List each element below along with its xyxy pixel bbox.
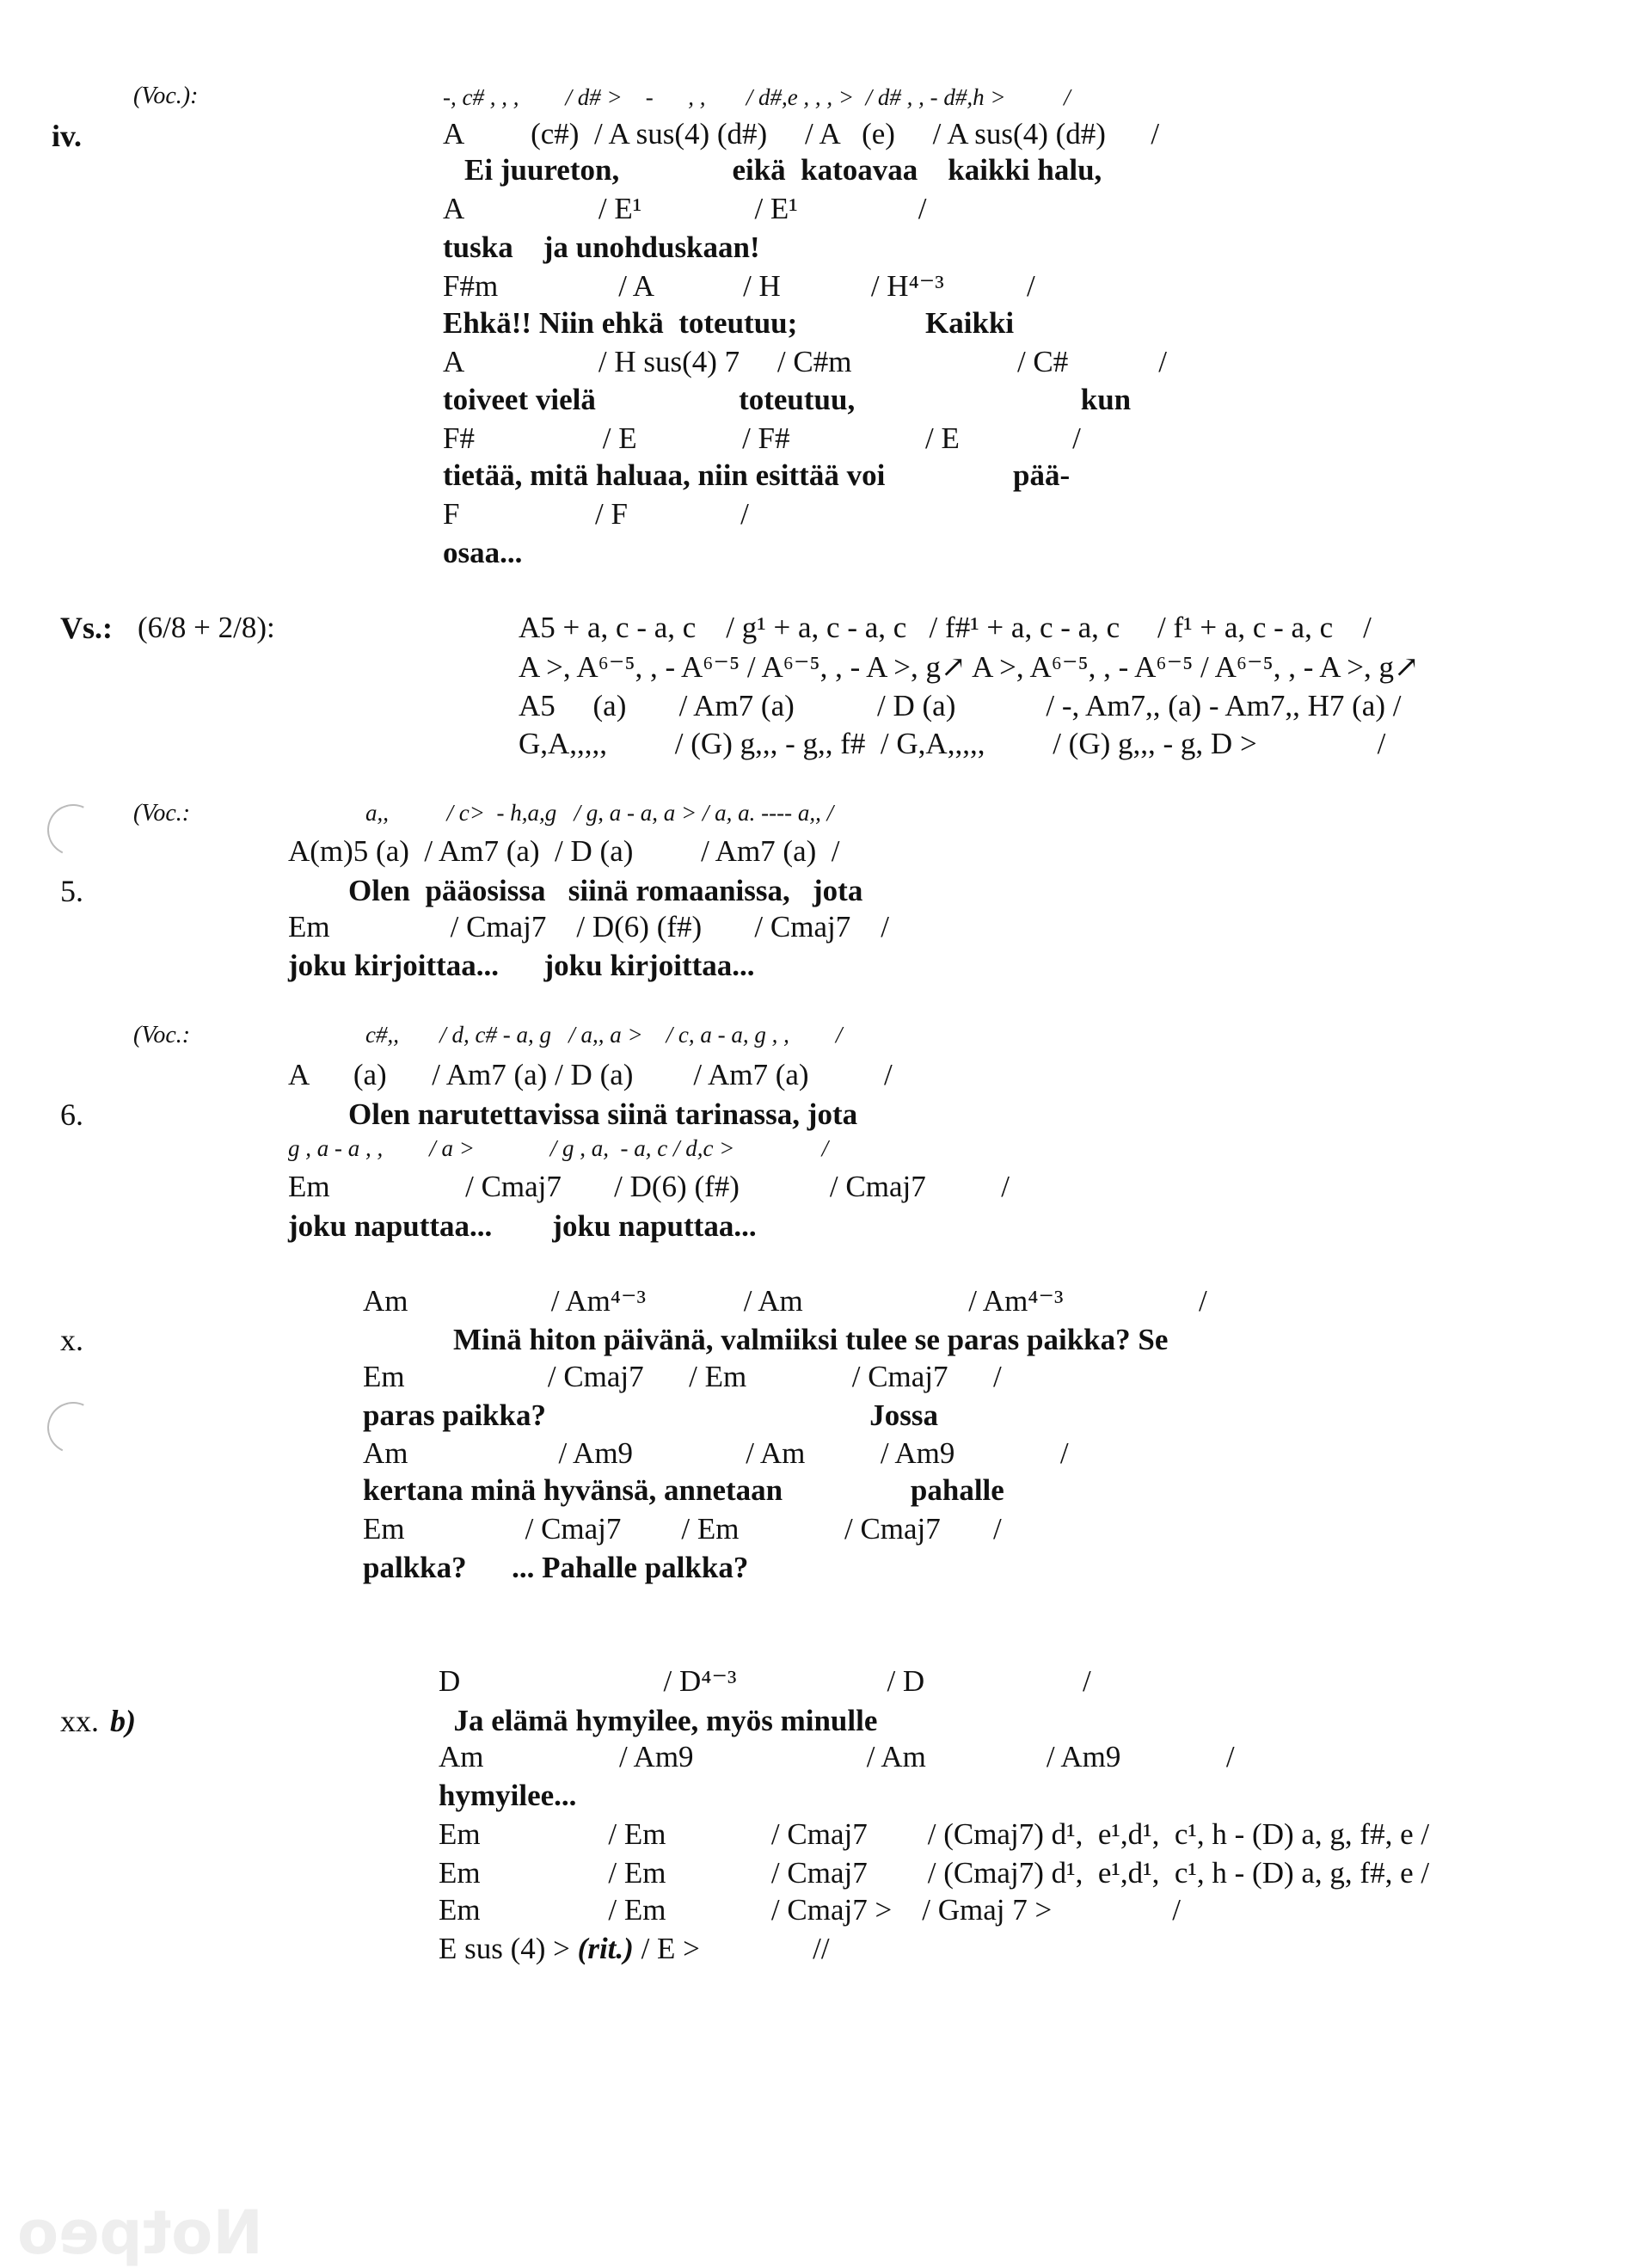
chord-line: F# / E / F# / E / (443, 421, 1081, 455)
chord-line: A / E¹ / E¹ / (443, 192, 927, 225)
vs-row: A >, A⁶⁻⁵, , - A⁶⁻⁵ / A⁶⁻⁵, , - A >, g↗ A >, A⁶⁻⁵, , - A⁶⁻⁵ / A⁶⁻⁵, , - A >, g↗ (519, 650, 1420, 684)
chord-line: Am / Am9 / Am / Am9 / (439, 1740, 1235, 1773)
section-label-vs: Vs.: (60, 611, 113, 645)
lyric-line: Olen narutettavissa siinä tarinassa, jota (288, 1097, 858, 1131)
chord-line: F#m / A / H / H⁴⁻³ / (443, 269, 1035, 303)
chord-line: Em / Cmaj7 / Em / Cmaj7 / (363, 1512, 1002, 1546)
lyric-line: toiveet vielä toteutuu, kun (443, 383, 1132, 416)
section-label-6: 6. (60, 1097, 83, 1132)
chord-line: A / H sus(4) 7 / C#m / C# / (443, 345, 1167, 378)
voc-label-5: (Voc.: (133, 800, 191, 827)
melody-line-6a: c#,, / d, c# - a, g / a,, a > / c, a - a, g , , / (365, 1022, 843, 1048)
lyric-line: Ei juureton, eikä katoavaa kaikki halu, (464, 153, 1102, 187)
melody-line-iv: -, c# , , , / d# > - , , / d#,e , , , > / d# , , - d#,h > / (443, 84, 1071, 110)
lyric-line: paras paikka? Jossa (363, 1398, 938, 1432)
chord-line: Em / Cmaj7 / D(6) (f#) / Cmaj7 / (288, 910, 889, 943)
lyric-line: osaa... (443, 536, 523, 569)
melody-line-5: a,, / c> - h,a,g / g, a - a, a > / a, a. ---- a,, / (365, 800, 834, 826)
chord-line: Em / Cmaj7 / Em / Cmaj7 / (363, 1360, 1002, 1393)
lyric-line: Ehkä!! Niin ehkä toteutuu; Kaikki (443, 306, 1015, 340)
section-sublabel-b: b) (110, 1704, 136, 1738)
lyric-line: tuska ja unohduskaan! (443, 230, 760, 264)
lyric-line: joku naputtaa... joku naputtaa... (288, 1209, 757, 1243)
chord-line: A (a) / Am7 (a) / D (a) / Am7 (a) / (288, 1058, 893, 1091)
final-line (439, 1933, 830, 1964)
section-label-x: x. (60, 1323, 83, 1357)
chord-line: F / F / (443, 497, 749, 531)
chord-line: A(m)5 (a) / Am7 (a) / D (a) / Am7 (a) / (288, 834, 840, 868)
lyric-line: joku kirjoittaa... joku kirjoittaa... (288, 949, 755, 982)
lyric-line: Minä hiton päivänä, valmiiksi tulee se paras paikka? Se (363, 1323, 1169, 1356)
vs-row: A5 (a) / Am7 (a) / D (a) / -, Am7,, (a) - Am7,, H7 (a) / (519, 689, 1402, 722)
chord-line: D / D⁴⁻³ / D / (439, 1664, 1091, 1698)
section-label-5: 5. (60, 874, 83, 908)
rit-marking: (rit.) (577, 1932, 634, 1965)
final-chord: E sus (4) > (439, 1932, 578, 1965)
chord-line: A (c#) / A sus(4) (d#) / A (e) / A sus(4) (d#) / (443, 117, 1160, 151)
chord-line: Em / Cmaj7 / D(6) (f#) / Cmaj7 / (288, 1170, 1010, 1203)
lyric-line: tietää, mitä haluaa, niin esittää voi pää- (443, 458, 1071, 492)
vs-row: A5 + a, c - a, c / g¹ + a, c - a, c / f#¹ + a, c - a, c / f¹ + a, c - a, c / (519, 611, 1372, 644)
chord-line: Em / Em / Cmaj7 / (Cmaj7) d¹, e¹,d¹, c¹, h - (D) a, g, f#, e / (439, 1817, 1430, 1851)
voc-label-6: (Voc.: (133, 1022, 191, 1048)
lyric-line: kertana minä hyvänsä, annetaan pahalle (363, 1473, 1004, 1507)
lyric-line: hymyilee... (439, 1779, 577, 1812)
chord-line: Em / Em / Cmaj7 / (Cmaj7) d¹, e¹,d¹, c¹, h - (D) a, g, f#, e / (439, 1856, 1430, 1890)
punch-hole-bottom (40, 1395, 107, 1461)
melody-line-6b: g , a - a , , / a > / g , a, - a, c / d,c > / (288, 1135, 829, 1161)
lyric-line: Olen pääosissa siinä romaanissa, jota (288, 874, 863, 907)
meter-label: (6/8 + 2/8): (138, 611, 275, 644)
section-label-iv: iv. (52, 119, 83, 153)
voc-label-iv: (Voc.): (133, 83, 199, 109)
lyric-line: palkka? ... Pahalle palkka? (363, 1551, 749, 1584)
bleed-through-text: Notpeo (17, 2197, 263, 2268)
final-chord-end: / E > // (633, 1932, 830, 1965)
vs-row: G,A,,,,, / (G) g,,, - g,, f# / G,A,,,,, / (G) g,,, - g, D > / (519, 727, 1386, 760)
chord-line: Em / Em / Cmaj7 > / Gmaj 7 > / (439, 1893, 1181, 1927)
section-label-xx: xx. (60, 1704, 99, 1738)
punch-hole-top (40, 797, 107, 864)
chord-line: Am / Am⁴⁻³ / Am / Am⁴⁻³ / (363, 1284, 1207, 1318)
lyric-line: Ja elämä hymyilee, myös minulle (439, 1704, 878, 1737)
chord-line: Am / Am9 / Am / Am9 / (363, 1436, 1069, 1470)
